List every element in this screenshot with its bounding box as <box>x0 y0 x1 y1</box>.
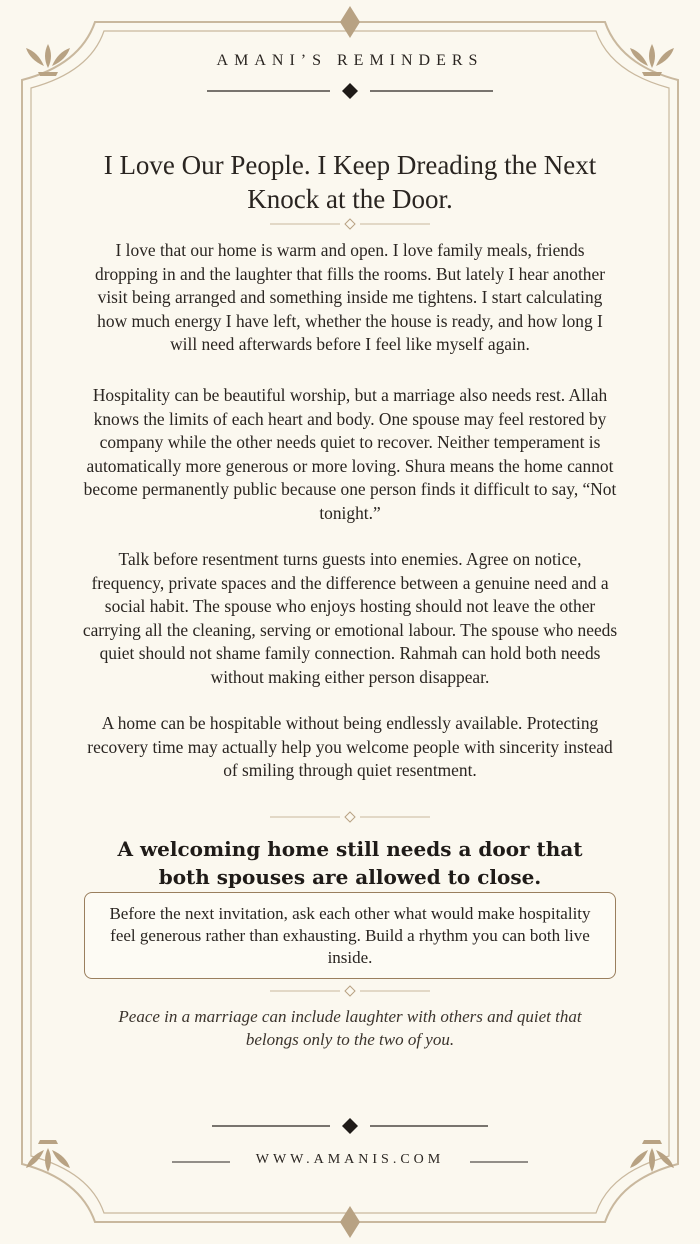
article-paragraph-2: Hospitality can be beautiful worship, but a marriage also needs rest. Allah knows the limits of each heart and body. One spouse may feel restored by company while the other needs quiet to recover. Neither temperament is automatically more generous or more loving. Shura means the home cannot become permanently public because one person finds it difficult to say, “Not tonight.” <box>83 385 617 523</box>
article-title: I Love Our People. I Keep Dreading the Next Knock at the Door. <box>103 150 597 214</box>
article-paragraph-1: I love that our home is warm and open. I love family meals, friends dropping in and the laughter that fills the rooms. But lately I hear another visit being arranged and something inside me tightens. I start calculating how much energy I have left, whether the house is ready, and how long I will need afterwards before I feel like myself again. <box>95 240 605 354</box>
brand-name: AMANI’S REMINDERS <box>216 52 484 69</box>
callout-text: Before the next invitation, ask each other what would make hospitality feel generous rather than exhausting. Build a rhythm you can both live inside. <box>109 904 591 967</box>
article-paragraph-4: A home can be hospitable without being endlessly available. Protecting recovery time may actually help you welcome people with sincerity instead of smiling through quiet resentment. <box>87 713 613 780</box>
website-link[interactable]: WWW.AMANIS.COM <box>255 1152 445 1167</box>
article-paragraph-3: Talk before resentment turns guests into enemies. Agree on notice, frequency, private spaces and the difference between a genuine need and a social habit. The spouse who enjoys hosting should not leave the other carrying all the cleaning, serving or emotional labour. The spouse who needs quiet should not shame family connection. Rahmah can hold both needs without making either person disappear. <box>82 549 618 687</box>
highlight-statement: A welcoming home still needs a door that both spouses are allowed to close. <box>117 837 583 889</box>
closing-line: Peace in a marriage can include laughter with others and quiet that belongs only to the two of you. <box>118 1007 582 1049</box>
